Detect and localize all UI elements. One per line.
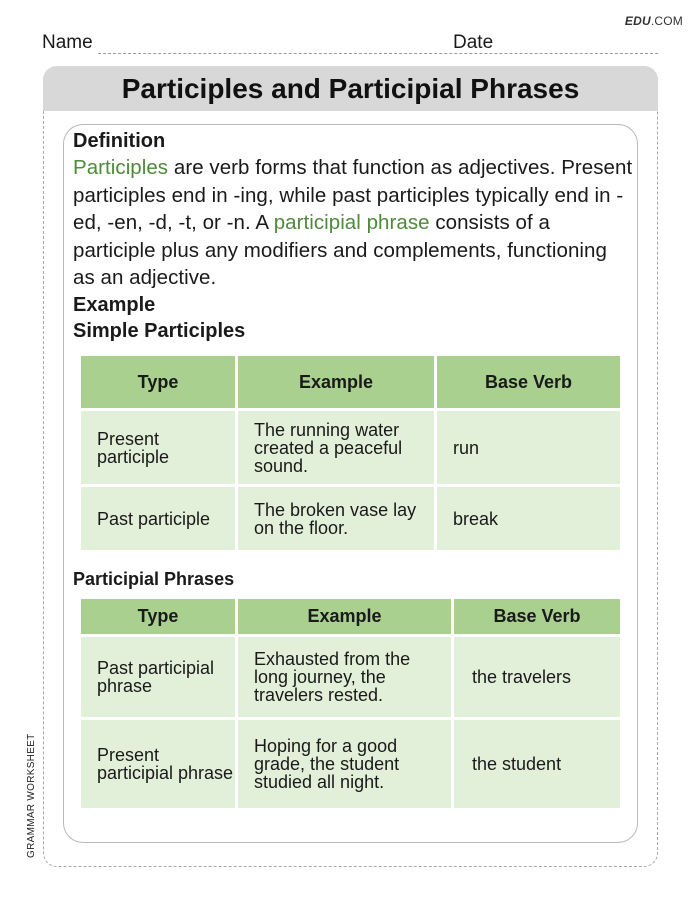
table-header-row bbox=[81, 599, 620, 634]
definition-heading: Definition bbox=[73, 130, 166, 152]
table-cell: run bbox=[437, 411, 620, 484]
table-header-row bbox=[81, 356, 620, 408]
table-row bbox=[81, 411, 620, 484]
table-cell: Present participial phrase bbox=[81, 720, 235, 808]
simple-participles-heading: Simple Participles bbox=[73, 319, 246, 342]
term-participles: Participles bbox=[73, 156, 169, 179]
brand-logo bbox=[625, 14, 683, 28]
column-header: Example bbox=[238, 356, 434, 408]
table-cell: the student bbox=[454, 720, 620, 808]
table-row bbox=[81, 487, 620, 550]
column-header: Type bbox=[81, 356, 235, 408]
definition-text-2: consists of a participle plus any modifiers and complements, functioning as an adjective. bbox=[73, 211, 607, 289]
table-cell: break bbox=[437, 487, 620, 550]
table-cell: Past participial phrase bbox=[81, 637, 235, 717]
page-title: Participles and Participial Phrases bbox=[121, 72, 580, 104]
term-participial-phrase: participial phrase bbox=[273, 211, 430, 234]
table-cell: The broken vase lay on the floor. bbox=[238, 487, 434, 550]
column-header: Example bbox=[238, 599, 451, 634]
name-date-row bbox=[42, 32, 658, 54]
example-heading: Example bbox=[73, 293, 156, 316]
column-header: Base Verb bbox=[454, 599, 620, 634]
column-header: Base Verb bbox=[437, 356, 620, 408]
definition-text bbox=[73, 154, 633, 292]
table-cell: Present participle bbox=[81, 411, 235, 484]
table-cell: Hoping for a good grade, the student studied all night. bbox=[238, 720, 451, 808]
brand-name: EDU bbox=[624, 14, 651, 28]
table-cell: The running water created a peaceful sound. bbox=[238, 411, 434, 484]
table-cell: the travelers bbox=[454, 637, 620, 717]
brand-suffix: .COM bbox=[650, 14, 683, 28]
date-label: Date bbox=[453, 32, 494, 53]
participial-phrases-table bbox=[78, 596, 623, 811]
table-cell: Past participle bbox=[81, 487, 235, 550]
table-cell: Exhausted from the long journey, the travelers rested. bbox=[238, 637, 451, 717]
side-label: GRAMMAR WORKSHEET bbox=[26, 733, 37, 858]
simple-participles-table bbox=[78, 353, 623, 553]
definition-section bbox=[73, 128, 633, 344]
name-label: Name bbox=[42, 32, 93, 53]
participial-phrases-heading: Participial Phrases bbox=[73, 569, 235, 589]
title-bar bbox=[43, 66, 658, 111]
table-row bbox=[81, 720, 620, 808]
table-row bbox=[81, 637, 620, 717]
definition-text-1: are verb forms that function as adjectives. Present participles end in -ing, while past participles typically end in -ed, -en, -d, -t, or -n. A bbox=[73, 156, 633, 234]
name-date-line bbox=[98, 53, 658, 54]
column-header: Type bbox=[81, 599, 235, 634]
